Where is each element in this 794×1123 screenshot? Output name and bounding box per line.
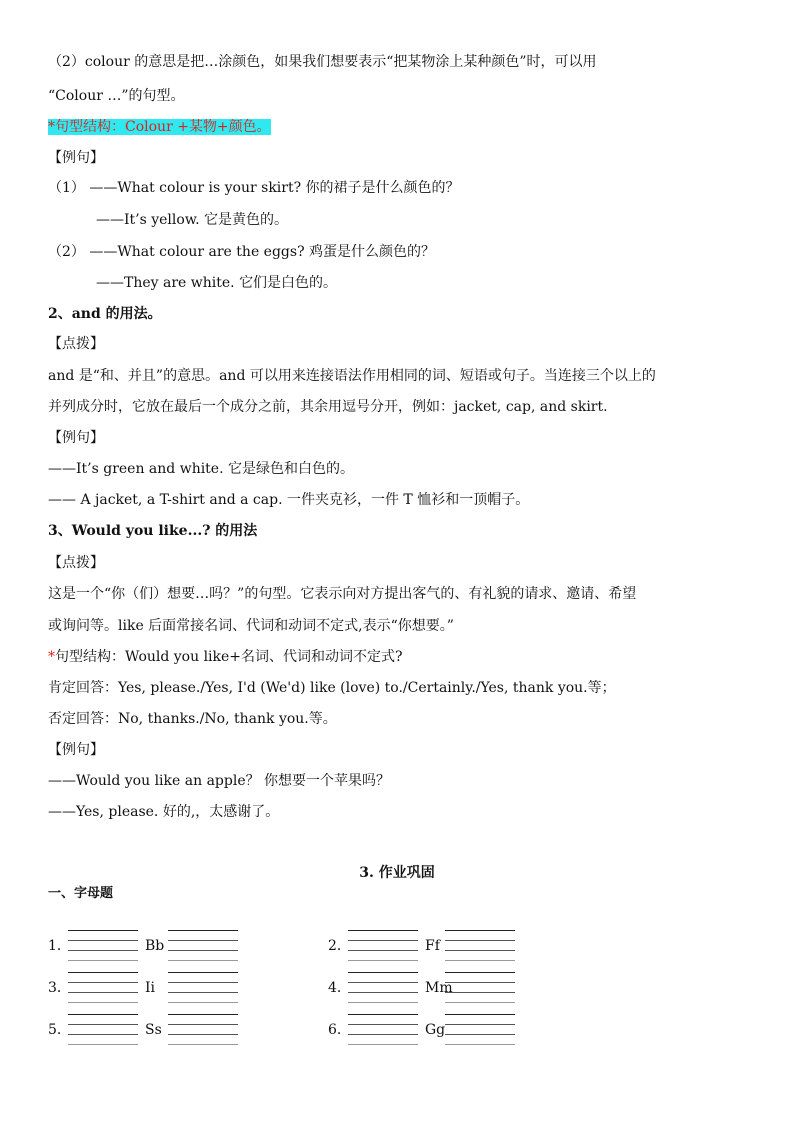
star-mark: *: [48, 119, 55, 135]
text-line: ——Yes, please. 好的,，太感谢了。: [48, 804, 280, 820]
writing-blank[interactable]: [348, 972, 418, 1002]
heading-and-usage: 2、and 的用法。: [48, 306, 162, 322]
text-line: 【点拨】: [48, 555, 104, 571]
exercise-number: 3．: [48, 980, 71, 996]
section-letters-heading: 一、字母题: [48, 886, 114, 901]
writing-blank[interactable]: [68, 930, 138, 960]
text-line: and 是“和、并且”的意思。and 可以用来连接语法作用相同的词、短语或句子。当连接三个以上的: [48, 368, 656, 384]
text-line: （2）colour 的意思是把…涂颜色，如果我们想要表示“把某物涂上某种颜色”时，可以用: [48, 54, 597, 70]
exercise-number: 5．: [48, 1022, 71, 1038]
exercise-letter: Bb: [145, 938, 165, 954]
homework-title: 3. 作业巩固: [359, 865, 435, 881]
text-line: 【点拨】: [48, 336, 104, 352]
pattern-text: 句型结构：Colour +某物+颜色。: [55, 119, 271, 135]
exercise-letter: Mm: [425, 980, 453, 996]
exercise-number: 2．: [328, 938, 351, 954]
text-line: ——They are white. 它们是白色的。: [96, 275, 338, 291]
text-line: （1） ——What colour is your skirt? 你的裙子是什么颜色的？: [48, 180, 460, 196]
heading-would-you-like: 3、Would you like...? 的用法: [48, 523, 258, 539]
exercise-number: 6．: [328, 1022, 351, 1038]
writing-blank[interactable]: [445, 1014, 515, 1044]
text-line: —— A jacket, a T-shirt and a cap. 一件夹克衫，一件 T 恤衫和一顶帽子。: [48, 492, 530, 508]
writing-blank[interactable]: [68, 1014, 138, 1044]
writing-blank[interactable]: [445, 972, 515, 1002]
sentence-pattern-colour: [48, 117, 271, 137]
exercise-number: 4．: [328, 980, 351, 996]
exercise-number: 1．: [48, 938, 71, 954]
writing-blank[interactable]: [445, 930, 515, 960]
pattern-text: 句型结构：Would you like+名词、代词和动词不定式?: [55, 649, 403, 665]
star-mark: *: [48, 649, 55, 665]
text-line: ——It’s yellow. 它是黄色的。: [96, 212, 289, 228]
text-line: ——Would you like an apple？ 你想要一个苹果吗？: [48, 773, 391, 789]
text-line: 或询问等。like 后面常接名词、代词和动词不定式,表示“你想要。”: [48, 618, 454, 634]
text-line: 【例句】: [48, 150, 104, 166]
text-line: “Colour …”的句型。: [48, 88, 185, 104]
text-line: ——It’s green and white. 它是绿色和白色的。: [48, 461, 354, 477]
text-line: 【例句】: [48, 430, 104, 446]
writing-blank[interactable]: [348, 930, 418, 960]
writing-blank[interactable]: [168, 1014, 238, 1044]
writing-blank[interactable]: [348, 1014, 418, 1044]
writing-blank[interactable]: [68, 972, 138, 1002]
text-line: 否定回答：No, thanks./No, thank you.等。: [48, 711, 337, 727]
text-line: 肯定回答：Yes, please./Yes, I'd (We'd) like (love) to./Certainly./Yes, thank you.等；: [48, 680, 616, 696]
text-line: 【例句】: [48, 742, 104, 758]
exercise-letter: Ss: [145, 1022, 162, 1038]
text-line: （2） ——What colour are the eggs? 鸡蛋是什么颜色的？: [48, 244, 436, 260]
exercise-letter: Ii: [145, 980, 156, 996]
text-line: 这是一个“你（们）想要…吗？”的句型。它表示向对方提出客气的、有礼貌的请求、邀请、希望: [48, 586, 637, 602]
writing-blank[interactable]: [168, 972, 238, 1002]
text-line: 并列成分时，它放在最后一个成分之前，其余用逗号分开，例如：jacket, cap, and skirt.: [48, 399, 608, 415]
exercise-letter: Gg: [425, 1022, 446, 1038]
sentence-pattern-would: [48, 647, 403, 667]
exercise-letter: Ff: [425, 938, 440, 954]
writing-blank[interactable]: [168, 930, 238, 960]
